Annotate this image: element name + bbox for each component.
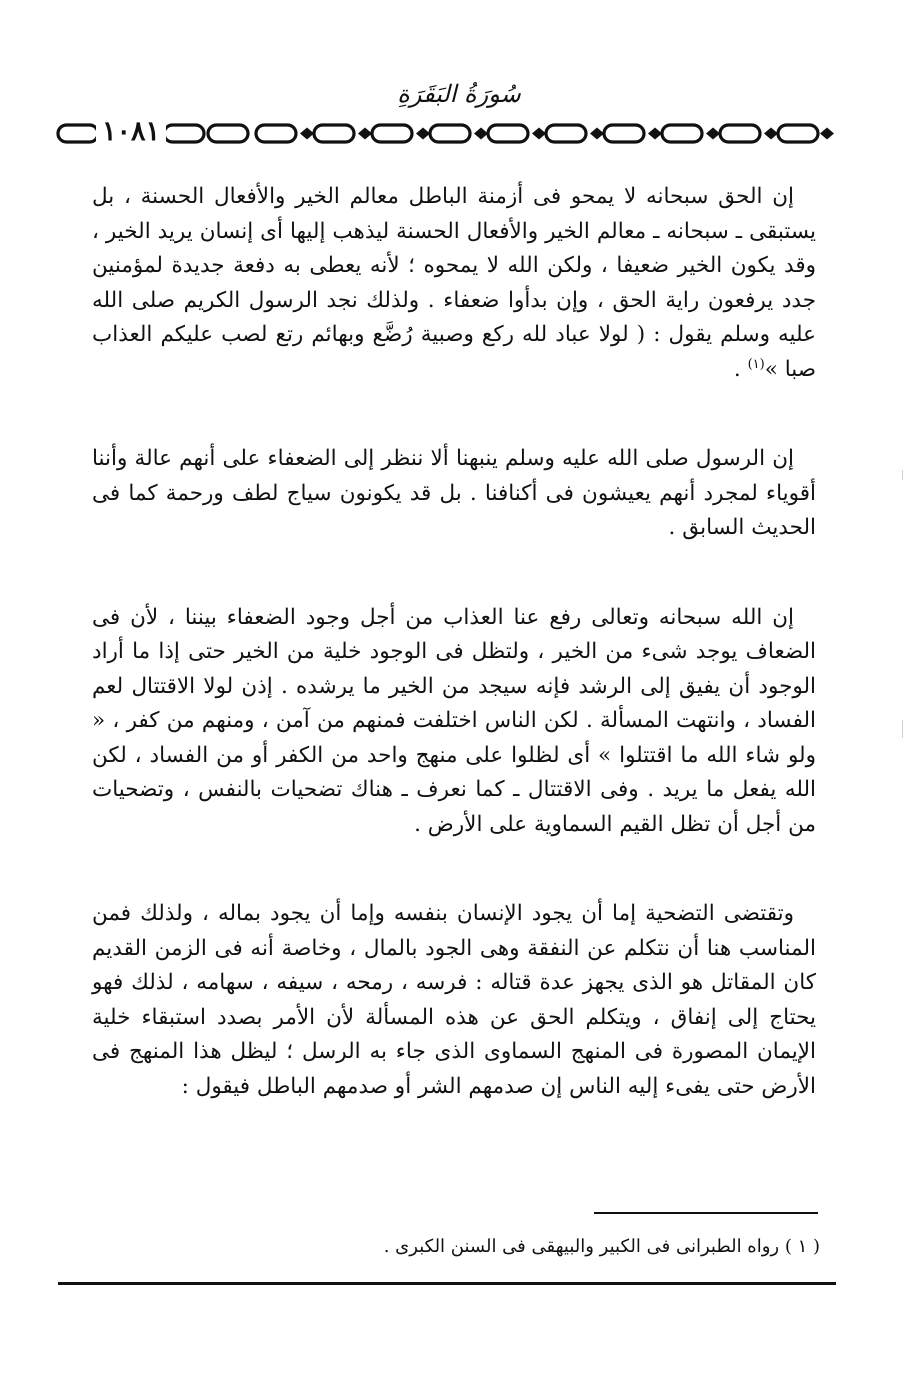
body-text: [92, 180, 816, 1104]
paragraph-1-text: إن الحق سبحانه لا يمحو فى أزمنة الباطل معالم الخير والأفعال الحسنة ، بل يستبقى ـ سبحانه ـ معالم الخير والأفعال الحسنة ليذهب إليها أى إنسان يريد الخير ، وقد يكون الخير ضعيفا ، ولكن الله لا يمحوه ؛ لأنه يعطى به دفعة جديدة لمؤمنين جدد يرفعون راية الحق ، وإن بدأوا ضعفاء . ولذلك نجد الرسول الكريم صلى الله عليه وسلم يقول : ( لولا عباد لله ركع وصبية رُضَّع وبهائم رتع لصب عليكم العذاب صبا »: [92, 184, 816, 382]
paragraph-3: إن الله سبحانه وتعالى رفع عنا العذاب من أجل وجود الضعفاء بيننا ، لأن فى الضعاف يوجد شىء من الخير ، ولتظل فى الوجود خلية من الخير حتى إذا ما أراد الوجود أن يفيق إلى الرشد فإنه سيجد من الخير ما يرشده . إذن لولا الاقتتال لعم الفساد ، وانتهت المسألة . لكن الناس اختلفت فمنهم من آمن ، ومنهم من كفر ، « ولو شاء الله ما اقتتلوا » أى لظلوا على منهج واحد من الكفر أو من الفساد ، لكن الله يفعل ما يريد . وفى الاقتتال ـ كما نعرف ـ هناك تضحيات بالنفس ، وتضحيات من أجل أن تظل القيم السماوية على الأرض .: [92, 604, 816, 837]
paragraph-1: [92, 180, 816, 387]
scan-mark: [902, 720, 903, 738]
surah-title: سُورَةُ البَقَرَةِ: [397, 80, 521, 108]
page-number: ١٠٨١: [96, 115, 166, 149]
paragraph-4: وتقتضى التضحية إما أن يجود الإنسان بنفسه وإما أن يجود بماله ، ولذلك فمن المناسب هنا أن نتكلم عن النفقة وهى الجود بالمال ، وخاصة أنه فى الزمن القديم كان المقاتل هو الذى يجهز عدة قتاله : فرسه ، رمحه ، سيفه ، سهامه ، لذلك فهو يحتاج إلى إنفاق ، ويتكلم الحق عن هذه المسألة لأن الأمر بصدد استبقاء خلية الإيمان المصورة فى المنهج السماوى الذى جاء به الرسل ؛ ليظل هذا المنهج فى الأرض حتى يفىء إليه الناس إن صدمهم الشر أو صدمهم الباطل فيقول :: [92, 901, 816, 1099]
footnote: ( ١ ) رواه الطبرانى فى الكبير والبيهقى فى السنن الكبرى .: [383, 1236, 820, 1257]
paragraph-2: إن الرسول صلى الله عليه وسلم ينبهنا ألا ننظر إلى الضعفاء على أنهم عالة وأننا أقوياء لمجرد أنهم يعيشون فى أكنافنا . بل قد يكونون سياج لطف ورحمة كما فى الحديث السابق .: [92, 446, 816, 540]
ornamental-border: [56, 120, 834, 148]
paragraph-1-tail: .: [733, 356, 748, 382]
footnote-reference: (١): [747, 356, 765, 372]
scan-mark: [902, 470, 903, 480]
bottom-rule: [58, 1282, 836, 1285]
footnote-separator: [594, 1212, 818, 1214]
